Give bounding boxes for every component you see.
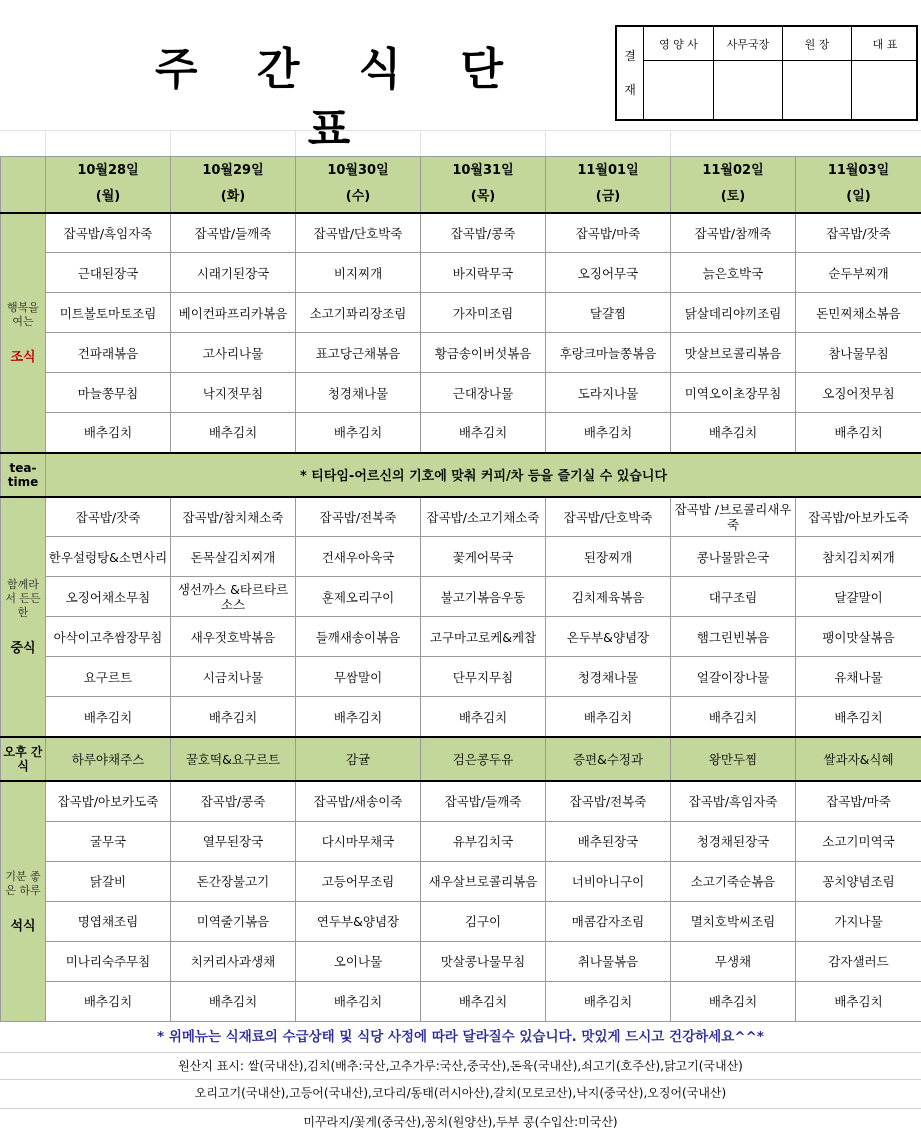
date-header [796, 157, 921, 213]
menu-item: 닭살데리야끼조림 [671, 293, 796, 333]
menu-item: 잡곡밥/소고기채소죽 [421, 497, 546, 537]
approval-role-office-manager: 사무국장 [726, 37, 770, 51]
menu-item: 비지찌개 [296, 253, 421, 293]
menu-item: 소고기미역국 [796, 821, 921, 861]
menu-item: 배추김치 [546, 697, 671, 737]
menu-item: 배추김치 [421, 697, 546, 737]
date-label: 11월02일 [702, 163, 764, 179]
menu-item: 잡곡밥/들깨죽 [171, 213, 296, 253]
menu-item: 무생채 [671, 941, 796, 981]
menu-item: 된장찌개 [546, 537, 671, 577]
menu-item: 꽁치양념조림 [796, 861, 921, 901]
menu-item: 잡곡밥/전복죽 [296, 497, 421, 537]
menu-item: 한우설렁탕&소면사리 [46, 537, 171, 577]
menu-item: 잡곡밥/콩죽 [171, 781, 296, 821]
menu-item: 매콤감자조림 [546, 901, 671, 941]
date-label: 10월30일 [327, 163, 389, 179]
page-title: 주 간 식 단 표 [155, 44, 525, 155]
date-label: 10월29일 [202, 163, 264, 179]
menu-item: 훈제오리구이 [296, 577, 421, 617]
approval-label [617, 27, 643, 119]
menu-item: 치커리사과생채 [171, 941, 296, 981]
menu-item: 배추김치 [46, 697, 171, 737]
menu-item: 배추김치 [296, 981, 421, 1021]
approval-role-director: 원 장 [804, 37, 830, 51]
menu-item: 미트볼토마토조림 [46, 293, 171, 333]
menu-item: 고사리나물 [171, 333, 296, 373]
menu-row [1, 781, 921, 821]
menu-item: 배추김치 [171, 413, 296, 453]
menu-item: 배추된장국 [546, 821, 671, 861]
lunch-label-sub: 함께라서 든든한 [5, 577, 41, 619]
menu-item: 잡곡밥/단호박죽 [296, 213, 421, 253]
menu-item: 배추김치 [46, 981, 171, 1021]
menu-item: 근대된장국 [46, 253, 171, 293]
menu-row [1, 373, 921, 413]
date-header [296, 157, 421, 213]
menu-item: 배추김치 [796, 697, 921, 737]
menu-row [1, 657, 921, 697]
date-label: 11월01일 [577, 163, 639, 179]
menu-item: 미역줄기볶음 [171, 901, 296, 941]
menu-item: 콩나물맑은국 [671, 537, 796, 577]
menu-row [1, 293, 921, 333]
menu-item: 잡곡밥/전복죽 [546, 781, 671, 821]
menu-item: 유채나물 [796, 657, 921, 697]
menu-item: 청경채된장국 [671, 821, 796, 861]
teatime-label: tea-time [1, 453, 46, 497]
snack-item: 꿀호떡&요구르트 [171, 737, 296, 781]
date-label: 10월31일 [452, 163, 514, 179]
menu-item: 대구조림 [671, 577, 796, 617]
date-label: 11월03일 [827, 163, 890, 179]
menu-item: 생선까스 &타르타르소스 [171, 577, 296, 617]
menu-row [1, 413, 921, 453]
menu-item: 요구르트 [46, 657, 171, 697]
menu-item: 배추김치 [171, 981, 296, 1021]
menu-item: 멸치호박씨조림 [671, 901, 796, 941]
menu-item: 마늘쫑무침 [46, 373, 171, 413]
menu-row [1, 617, 921, 657]
approval-label-top: 결 [624, 49, 636, 63]
menu-item: 돈간장불고기 [171, 861, 296, 901]
menu-item: 잡곡밥/콩죽 [421, 213, 546, 253]
approval-role-ceo: 대 표 [872, 37, 898, 51]
dinner-label [1, 781, 46, 1021]
origin-info-2: 오리고기(국내산),고등어(국내산),코다리/동태(러시아산),갈치(모로코산),낙지(중국산),오징어(국내산) [0, 1079, 921, 1106]
menu-item: 낙지젓무침 [171, 373, 296, 413]
weekly-menu-table [0, 156, 921, 1022]
menu-row [1, 497, 921, 537]
lunch-label [1, 497, 46, 737]
menu-item: 잡곡밥 /브로콜리새우죽 [671, 497, 796, 537]
menu-item: 닭갈비 [46, 861, 171, 901]
menu-item: 청경채나물 [546, 657, 671, 697]
menu-item: 잡곡밥/흑임자죽 [671, 781, 796, 821]
menu-row [1, 901, 921, 941]
grid-line [170, 130, 171, 156]
menu-item: 감자샐러드 [796, 941, 921, 981]
menu-item: 맛살콩나물무침 [421, 941, 546, 981]
menu-item: 오징어채소무침 [46, 577, 171, 617]
menu-item: 미역오이초장무침 [671, 373, 796, 413]
menu-item: 베이컨파프리카볶음 [171, 293, 296, 333]
menu-row [1, 941, 921, 981]
menu-item: 김치제육볶음 [546, 577, 671, 617]
dinner-label-sub: 기분 좋은 하루 [5, 869, 41, 897]
menu-item: 미나리숙주무침 [46, 941, 171, 981]
snack-item: 쌀과자&식혜 [796, 737, 921, 781]
grid-line [0, 130, 921, 131]
menu-item: 불고기볶음우동 [421, 577, 546, 617]
weekday-label: (화) [220, 189, 246, 205]
menu-item: 잡곡밥/흑임자죽 [46, 213, 171, 253]
snack-item: 검은콩두유 [421, 737, 546, 781]
menu-item: 늙은호박국 [671, 253, 796, 293]
menu-item: 달걀말이 [796, 577, 921, 617]
menu-row [1, 253, 921, 293]
menu-item: 오징어무국 [546, 253, 671, 293]
signature-box[interactable] [714, 61, 782, 119]
menu-item: 배추김치 [671, 413, 796, 453]
menu-item: 배추김치 [421, 413, 546, 453]
menu-item: 가지나물 [796, 901, 921, 941]
menu-item: 잡곡밥/참깨죽 [671, 213, 796, 253]
menu-row [1, 861, 921, 901]
menu-row [1, 577, 921, 617]
menu-item: 명엽채조림 [46, 901, 171, 941]
menu-item: 잡곡밥/들깨죽 [421, 781, 546, 821]
menu-item: 꽃게어묵국 [421, 537, 546, 577]
weekday-label: (수) [345, 189, 371, 205]
menu-item: 잡곡밥/아보카도죽 [796, 497, 921, 537]
menu-item: 달걀찜 [546, 293, 671, 333]
corner-cell [1, 157, 46, 213]
menu-item: 도라지나물 [546, 373, 671, 413]
menu-item: 잡곡밥/마죽 [546, 213, 671, 253]
menu-item: 배추김치 [671, 697, 796, 737]
menu-item: 황금송이버섯볶음 [421, 333, 546, 373]
menu-item: 팽이맛살볶음 [796, 617, 921, 657]
grid-line [670, 130, 671, 156]
approval-label-bottom: 재 [624, 83, 636, 97]
weekday-label: (금) [595, 189, 621, 205]
weekday-label: (일) [846, 189, 871, 205]
date-label: 10월28일 [77, 163, 139, 179]
breakfast-label [1, 213, 46, 453]
menu-item: 열무된장국 [171, 821, 296, 861]
menu-item: 돈민찌채소볶음 [796, 293, 921, 333]
menu-item: 연두부&양념장 [296, 901, 421, 941]
date-header [171, 157, 296, 213]
menu-item: 소고기꽈리장조림 [296, 293, 421, 333]
lunch-label-main: 중식 [10, 640, 36, 656]
snack-row [1, 737, 921, 781]
menu-item: 잡곡밥/아보카도죽 [46, 781, 171, 821]
signature-box[interactable] [783, 61, 851, 119]
grid-line [45, 130, 46, 156]
menu-item: 시금치나물 [171, 657, 296, 697]
footer [0, 1022, 921, 1135]
menu-item: 배추김치 [171, 697, 296, 737]
menu-row [1, 333, 921, 373]
weekday-label: (토) [720, 189, 746, 205]
menu-row [1, 981, 921, 1021]
menu-item: 맛살브로콜리볶음 [671, 333, 796, 373]
menu-item: 참나물무침 [796, 333, 921, 373]
menu-item: 참치김치찌개 [796, 537, 921, 577]
grid-line [545, 130, 546, 156]
menu-item: 잡곡밥/마죽 [796, 781, 921, 821]
menu-item: 순두부찌개 [796, 253, 921, 293]
menu-item: 표고당근채볶음 [296, 333, 421, 373]
origin-info-3: 미꾸라지/꽃게(중국산),꽁치(원양산),두부 콩(수입산:미국산) [0, 1108, 921, 1135]
menu-item: 오이나물 [296, 941, 421, 981]
header-area [0, 0, 921, 156]
menu-item: 고등어무조림 [296, 861, 421, 901]
menu-item: 소고기죽순볶음 [671, 861, 796, 901]
menu-item: 건파래볶음 [46, 333, 171, 373]
menu-item: 건새우아욱국 [296, 537, 421, 577]
menu-item: 근대장나물 [421, 373, 546, 413]
menu-item: 다시마무채국 [296, 821, 421, 861]
origin-info-1: 원산지 표시: 쌀(국내산),김치(배추:국산,고추가루:국산,중국산),돈육(국내산),쇠고기(호주산),닭고기(국내산) [0, 1052, 921, 1079]
menu-item: 온두부&양념장 [546, 617, 671, 657]
menu-item: 들깨새송이볶음 [296, 617, 421, 657]
menu-row [1, 697, 921, 737]
grid-line [420, 130, 421, 156]
date-header [546, 157, 671, 213]
menu-item: 잡곡밥/잣죽 [796, 213, 921, 253]
grid-line [295, 130, 296, 156]
snack-item: 감귤 [296, 737, 421, 781]
menu-item: 배추김치 [796, 413, 921, 453]
menu-item: 후랑크마늘쫑볶음 [546, 333, 671, 373]
snack-label: 오후 간식 [1, 737, 46, 781]
menu-item: 잡곡밥/참치채소죽 [171, 497, 296, 537]
menu-item: 새우살브로콜리볶음 [421, 861, 546, 901]
menu-item: 유부김치국 [421, 821, 546, 861]
menu-item: 오징어젓무침 [796, 373, 921, 413]
menu-item: 고구마고로케&케찹 [421, 617, 546, 657]
menu-item: 너비아니구이 [546, 861, 671, 901]
menu-item: 잡곡밥/단호박죽 [546, 497, 671, 537]
menu-item: 취나물볶음 [546, 941, 671, 981]
menu-item: 단무지무침 [421, 657, 546, 697]
dinner-label-main: 석식 [10, 918, 36, 934]
menu-item: 잡곡밥/새송이죽 [296, 781, 421, 821]
menu-item: 청경채나물 [296, 373, 421, 413]
menu-item: 가자미조림 [421, 293, 546, 333]
menu-row [1, 213, 921, 253]
menu-item: 배추김치 [546, 981, 671, 1021]
menu-item: 바지락무국 [421, 253, 546, 293]
breakfast-label-sub: 행복을 여는 [7, 300, 39, 328]
date-header [671, 157, 796, 213]
weekday-label: (목) [470, 189, 496, 205]
date-header-row [1, 157, 921, 213]
menu-item: 무쌈말이 [296, 657, 421, 697]
weekday-label: (월) [95, 189, 121, 205]
menu-item: 얼갈이장나물 [671, 657, 796, 697]
signature-box[interactable] [852, 61, 918, 119]
snack-item: 증편&수정과 [546, 737, 671, 781]
menu-item: 배추김치 [796, 981, 921, 1021]
signature-box[interactable] [644, 61, 713, 119]
menu-item: 배추김치 [671, 981, 796, 1021]
menu-item: 햄그린빈볶음 [671, 617, 796, 657]
menu-item: 배추김치 [46, 413, 171, 453]
notice-text: * 위메뉴는 식재료의 수급상태 및 식당 사정에 따라 달라질수 있습니다. 맛있게 드시고 건강하세요^^* [157, 1029, 764, 1045]
menu-item: 시래기된장국 [171, 253, 296, 293]
menu-item: 배추김치 [296, 697, 421, 737]
menu-item: 배추김치 [421, 981, 546, 1021]
menu-row [1, 537, 921, 577]
teatime-row [1, 453, 921, 497]
approval-role-nutritionist: 영 양 사 [659, 37, 698, 51]
menu-item: 배추김치 [546, 413, 671, 453]
menu-item: 김구이 [421, 901, 546, 941]
menu-item: 잡곡밥/잣죽 [46, 497, 171, 537]
approval-box [615, 25, 918, 121]
menu-item: 돈목살김치찌개 [171, 537, 296, 577]
menu-item: 새우젓호박볶음 [171, 617, 296, 657]
date-header [46, 157, 171, 213]
menu-row [1, 821, 921, 861]
menu-item: 굴무국 [46, 821, 171, 861]
date-header [421, 157, 546, 213]
menu-item: 아삭이고추쌈장무침 [46, 617, 171, 657]
breakfast-label-main: 조식 [10, 349, 36, 365]
teatime-text: * 티타임-어르신의 기호에 맞춰 커피/차 등을 즐기실 수 있습니다 [46, 453, 921, 497]
menu-item: 배추김치 [296, 413, 421, 453]
snack-item: 왕만두찜 [671, 737, 796, 781]
snack-item: 하루야채주스 [46, 737, 171, 781]
